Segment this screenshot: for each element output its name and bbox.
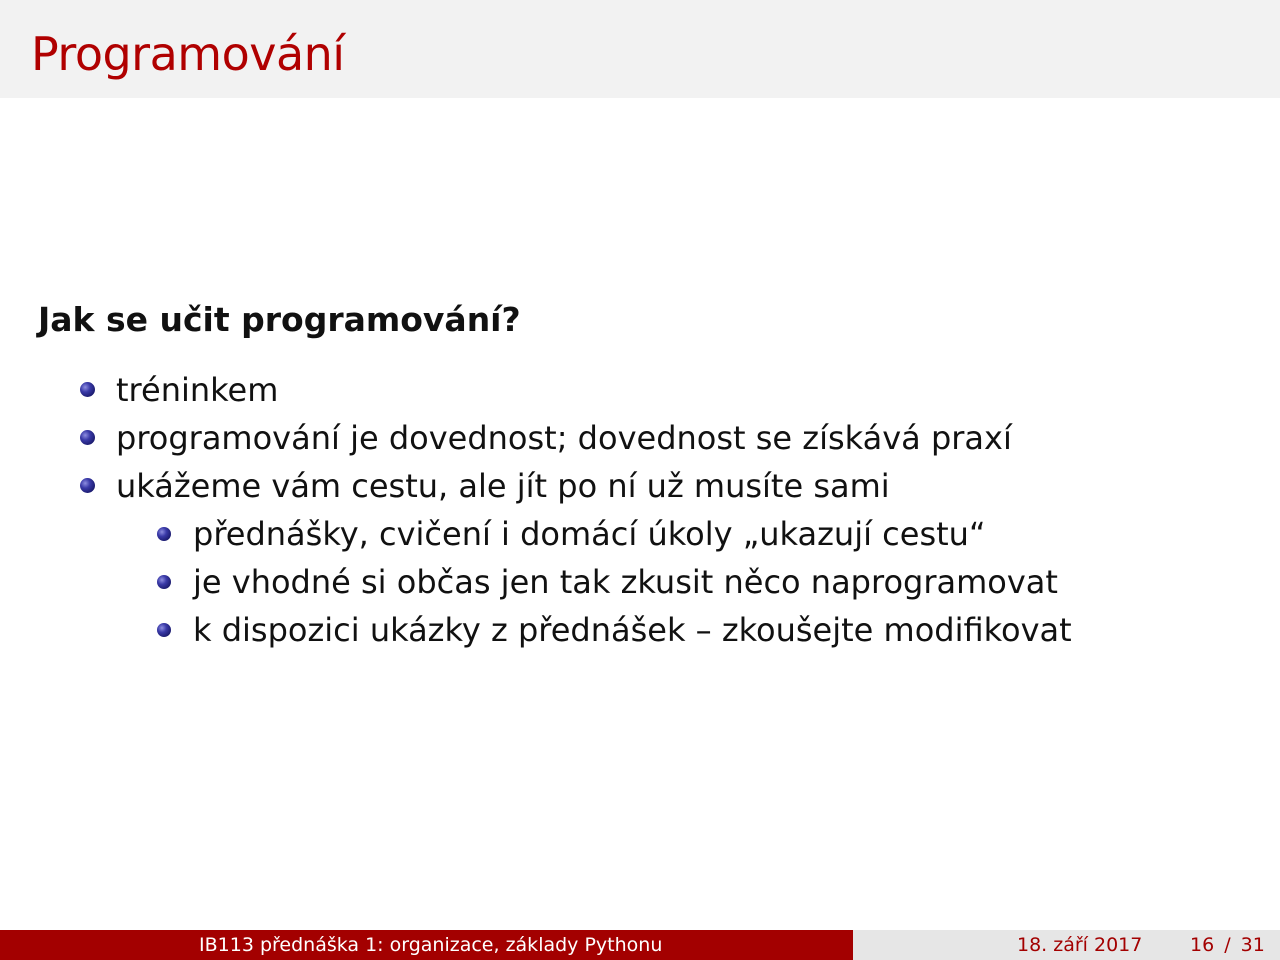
list-item-text: tréninkem [116, 371, 279, 409]
slide-title: Programování [31, 27, 345, 81]
footer-lecture-title: IB113 přednáška 1: organizace, základy Pythonu [199, 934, 663, 956]
sub-list-item [0, 608, 1280, 656]
bullet-icon [80, 382, 95, 397]
footer-page-number: 16 / 31 [1190, 934, 1265, 956]
frame-title-bar [0, 0, 1280, 98]
list-item-text: programování je dovednost; dovednost se získává praxí [116, 419, 1012, 457]
bullet-icon [157, 527, 171, 541]
sub-list-item [0, 512, 1280, 560]
list-item [0, 464, 1280, 512]
footer-info-bar [853, 930, 1280, 960]
list-item-text: přednášky, cvičení i domácí úkoly „ukazují cestu“ [193, 515, 986, 553]
bullet-icon [157, 623, 171, 637]
list-item-text: je vhodné si občas jen tak zkusit něco naprogramovat [193, 563, 1058, 601]
bullet-list [0, 368, 1280, 656]
bullet-icon [157, 575, 171, 589]
footer-date: 18. září 2017 [1017, 934, 1143, 956]
bullet-icon [80, 478, 95, 493]
list-item [0, 368, 1280, 416]
sub-list-item [0, 560, 1280, 608]
list-item-text: k dispozici ukázky z přednášek – zkoušejte modifikovat [193, 611, 1072, 649]
footer-lecture-bar [0, 930, 853, 960]
list-item-text: ukážeme vám cestu, ale jít po ní už musíte sami [116, 467, 890, 505]
bullet-icon [80, 430, 95, 445]
footer [0, 930, 1280, 960]
block-heading: Jak se učit programování? [38, 300, 521, 339]
list-item [0, 416, 1280, 464]
